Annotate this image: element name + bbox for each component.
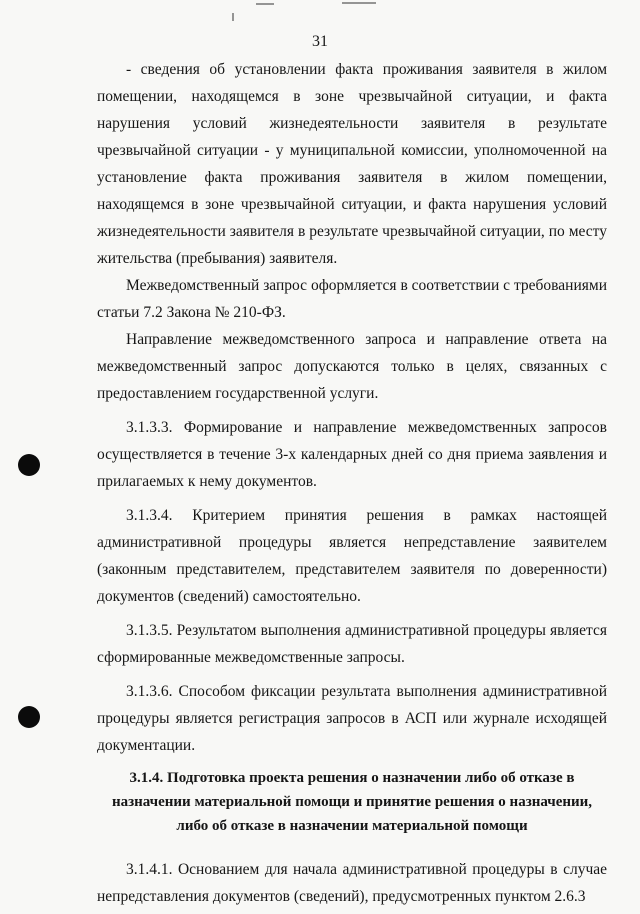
paragraph-info-emergency: - сведения об установлении факта проживания заявителя в жилом помещении, находящемся в зоне чрезвычайной ситуации, и факта нарушения условий жизнедеятельности заявителя в результате чрезвычайной ситуации - у муниципальной комиссии, уполномоченной на установление факта проживания заявителя в жилом помещении, находящемся в зоне чрезвычайной ситуации, и факта нарушения условий жизнедеятельности заявителя в результате чрезвычайной ситуации, по месту жительства (пребывания) заявителя. [97,61,607,267]
paragraph-request-format: Межведомственный запрос оформляется в соответствии с требованиями статьи 7.2 Закона № 210-ФЗ. [97,277,607,321]
paragraph-request-purpose: Направление межведомственного запроса и направление ответа на межведомственный запрос допускаются только в целях, связанных с предоставлением государственной услуги. [97,331,607,402]
scan-mark [232,13,234,21]
paragraph-3-1-4-1: 3.1.4.1. Основанием для начала административной процедуры в случае непредставления документов (сведений), предусмотренных пунктом 2.6.3 [97,861,607,905]
paragraph-3-1-3-3: 3.1.3.3. Формирование и направление межведомственных запросов осуществляется в течение 3-х календарных дней со дня приема заявления и прилагаемых к нему документов. [97,419,607,490]
punch-hole-lower [18,706,40,728]
section-heading-3-1-4: 3.1.4. Подготовка проекта решения о назначении либо об отказе в назначении материальной помощи и принятие решения о назначении, либо об отказе в назначении материальной помощи [111,770,593,834]
punch-hole-upper [18,454,40,476]
paragraph-3-1-3-5: 3.1.3.5. Результатом выполнения административной процедуры является сформированные межведомственные запросы. [97,622,607,666]
page-number: 31 [312,33,328,50]
scan-mark [342,2,376,4]
scan-mark [256,3,274,5]
paragraph-3-1-3-6: 3.1.3.6. Способом фиксации результата выполнения административной процедуры является регистрация запросов в АСП или журнале исходящей документации. [97,683,607,754]
paragraph-3-1-3-4: 3.1.3.4. Критерием принятия решения в рамках настоящей административной процедуры является непредставление заявителем (законным представителем, представителем заявителя по доверенности) документов (сведений) самостоятельно. [97,507,607,605]
document-body [97,56,607,910]
